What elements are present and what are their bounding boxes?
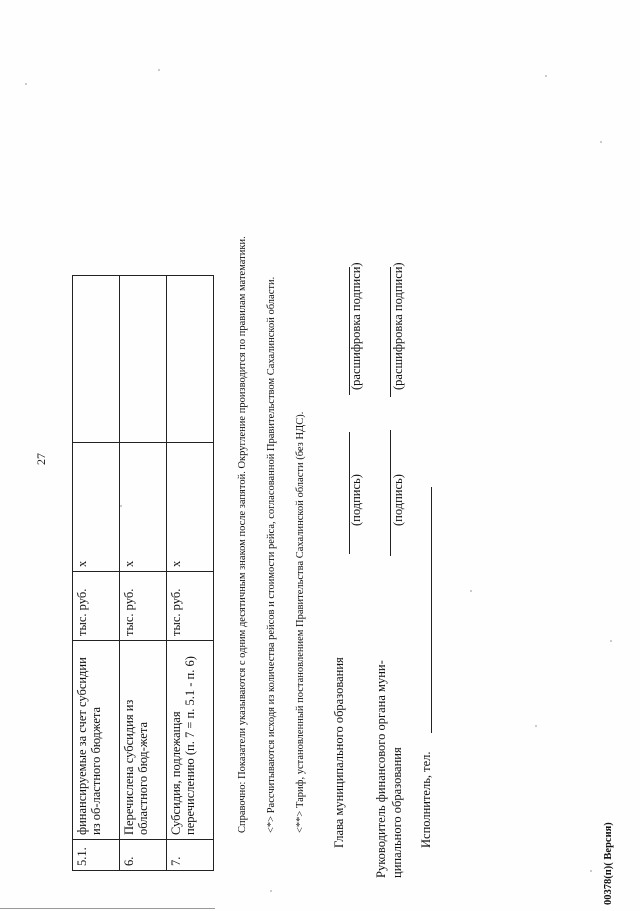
page-number: 27 [34,453,48,465]
head-decoding-caption: (расшифровка подписи) [349,262,363,390]
finance-decoding-caption: (расшифровка подписи) [391,262,405,390]
scan-speck [545,75,547,77]
note-footnote-2: <**> Тариф, установленный постановлением Правительства Сахалинской области (без НДС). [295,411,306,833]
note-footnote-1: <*> Рассчитываются исходя из количества рейсов и стоимости рейса, согласованной Правительством Сахалинской области. [266,276,277,833]
executor-line [431,487,432,733]
row-number: 7. [167,840,214,871]
row-number: 6. [120,840,167,871]
scan-speck [470,590,472,592]
scan-speck [590,870,592,872]
scan-speck [158,69,160,71]
scan-edge-line [0,908,215,909]
row-name: финансируемые за счет субсидии из об-ластного бюджета [73,641,120,840]
scan-speck [25,83,27,85]
document-code: 00378(п)( Версия) [603,822,614,905]
executor-label: Исполнитель, тел. [419,751,433,848]
row-value: х [167,443,214,572]
row-unit: тыс. руб. [167,572,214,641]
row-value: х [73,443,120,572]
scan-speck [610,640,612,642]
subsidy-table [72,275,214,871]
row-unit: тыс. руб. [73,572,120,641]
row-name: Субсидия, подлежащая перечислению (п. 7 = п. 5.1 - п. 6) [167,641,214,840]
row-value: х [120,443,167,572]
note-reference: Справочно: Показатели указываются с одним десятичным знаком после запятой. Округление производится по правилам математики. [237,236,248,833]
scan-speck [270,890,272,892]
table-row [167,276,214,871]
row-extra [167,276,214,443]
head-signature-label: Глава муниципального образования [332,657,346,848]
row-number: 5.1. [73,840,120,871]
finance-signature-label-2: ципального образования [390,747,404,878]
finance-signature-caption: (подпись) [391,474,405,526]
scan-speck [535,725,537,727]
row-extra [120,276,167,443]
table-row [120,276,167,871]
row-unit: тыс. руб. [120,572,167,641]
row-name: Перечислена субсидия из областного бюд-жета [120,641,167,840]
head-signature-caption: (подпись) [349,474,363,526]
finance-signature-label-1: Руководитель финансового органа муни- [374,660,388,878]
table-row [73,276,120,871]
scan-speck [600,141,602,143]
row-extra [73,276,120,443]
scan-speck [120,505,122,507]
